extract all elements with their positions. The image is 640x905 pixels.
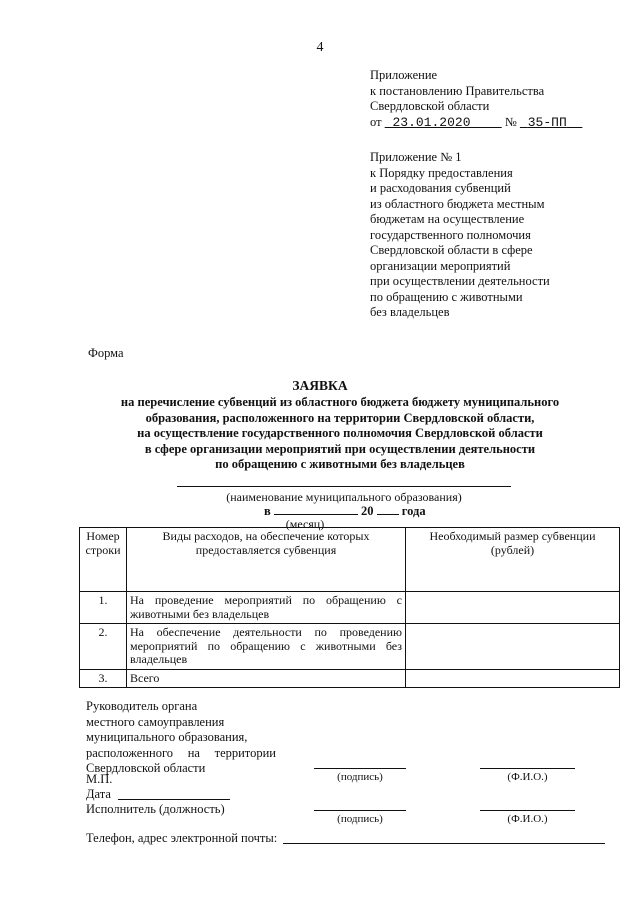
signature-caption: (подпись) <box>337 771 383 783</box>
document-subtitle <box>60 395 620 473</box>
municipality-caption: (наименование муниципального образования) <box>226 490 462 504</box>
table-header-row <box>80 528 620 592</box>
annex-line: из областного бюджета местным <box>370 196 545 211</box>
annex-date-line <box>370 115 582 131</box>
annex-line: по обращению с животными <box>370 289 523 304</box>
row-number: 1. <box>80 592 127 624</box>
head-signature-line[interactable] <box>314 768 406 769</box>
annex-line: бюджетам на осуществление <box>370 212 525 226</box>
header-amount: Необходимый размер субвенции (рублей) <box>406 528 620 592</box>
signature-caption: (подпись) <box>337 813 383 825</box>
table-row <box>80 624 620 670</box>
month-caption: (месяц) <box>285 517 325 531</box>
executor-fio-line[interactable] <box>480 810 575 811</box>
date-prefix: от <box>370 114 382 129</box>
month-blank[interactable] <box>274 504 358 515</box>
head-line: местного самоуправления <box>86 714 225 729</box>
head-line: муниципального образования, <box>86 730 248 744</box>
subtitle-line: на перечисление субвенций из областного бюджета бюджету муниципального <box>120 395 560 409</box>
annex-line: при осуществлении деятельности <box>370 274 550 288</box>
head-line: Руководитель органа <box>86 699 198 713</box>
row-expense-text: На обеспечение деятельности по проведению мероприятий по обращению с животными без владельцев <box>127 624 406 670</box>
head-line: Свердловской области <box>86 761 206 775</box>
annex-line: без владельцев <box>370 305 450 319</box>
year-blank[interactable] <box>377 504 399 515</box>
resolution-date: 23.01.2020 <box>392 114 471 130</box>
period-in: в <box>264 504 271 518</box>
page-number: 4 <box>316 40 324 55</box>
number-prefix: № <box>504 114 517 129</box>
subtitle-line: образования, расположенного на территории Свердловской области, <box>145 410 535 425</box>
row-amount-cell[interactable] <box>406 624 620 670</box>
row-amount-cell[interactable] <box>406 592 620 624</box>
annex-line: государственного полномочия <box>370 227 531 242</box>
contact-label: Телефон, адрес электронной почты: <box>86 831 278 845</box>
annex-line: Свердловской области в сфере <box>370 243 533 257</box>
annex-procedure-block <box>370 150 550 321</box>
executor-label: Исполнитель (должность) <box>86 802 225 816</box>
header-row-number: Номер строки <box>80 528 127 592</box>
head-of-body-block <box>86 699 276 777</box>
year-suffix: года <box>401 504 426 518</box>
annex-line: Приложение <box>370 68 438 82</box>
row-amount-cell[interactable] <box>406 669 620 688</box>
fio-caption: (Ф.И.О.) <box>507 813 548 825</box>
date-label: Дата <box>86 787 111 801</box>
row-expense-text: Всего <box>127 669 406 688</box>
fio-caption: (Ф.И.О.) <box>507 771 548 783</box>
head-line: расположенного на территории <box>86 745 276 760</box>
annex-line: Свердловской области <box>370 99 490 113</box>
date-line[interactable] <box>118 799 230 800</box>
annex-line: к Порядку предоставления <box>370 165 513 180</box>
executor-signature-line[interactable] <box>314 810 406 811</box>
row-number: 2. <box>80 624 127 670</box>
annex-resolution-block <box>370 68 582 130</box>
document-title: ЗАЯВКА <box>292 378 348 393</box>
form-label: Форма <box>88 346 124 360</box>
table-row <box>80 592 620 624</box>
contact-line[interactable] <box>283 843 605 844</box>
annex-line: организации мероприятий <box>370 258 511 273</box>
subtitle-line: в сфере организации мероприятий при осуществлении деятельности <box>144 441 536 456</box>
municipality-name-line[interactable] <box>177 486 511 487</box>
annex-line: Приложение № 1 <box>370 150 462 164</box>
annex-line: и расходования субвенций <box>370 181 511 195</box>
annex-line: к постановлению Правительства <box>370 83 545 98</box>
year-prefix: 20 <box>361 504 374 518</box>
resolution-number: 35-ПП <box>527 114 567 130</box>
head-fio-line[interactable] <box>480 768 575 769</box>
row-expense-text: На проведение мероприятий по обращению с животными без владельцев <box>127 592 406 624</box>
header-expense-type: Виды расходов, на обеспечение которых предоставляется субвенция <box>127 528 406 592</box>
subtitle-line: по обращению с животными без владельцев <box>215 457 465 471</box>
table-row <box>80 669 620 688</box>
mp-label: М.П. <box>86 772 113 786</box>
subtitle-line: на осуществление государственного полномочия Свердловской области <box>137 426 543 440</box>
row-number: 3. <box>80 669 127 688</box>
subvention-table <box>79 527 620 688</box>
